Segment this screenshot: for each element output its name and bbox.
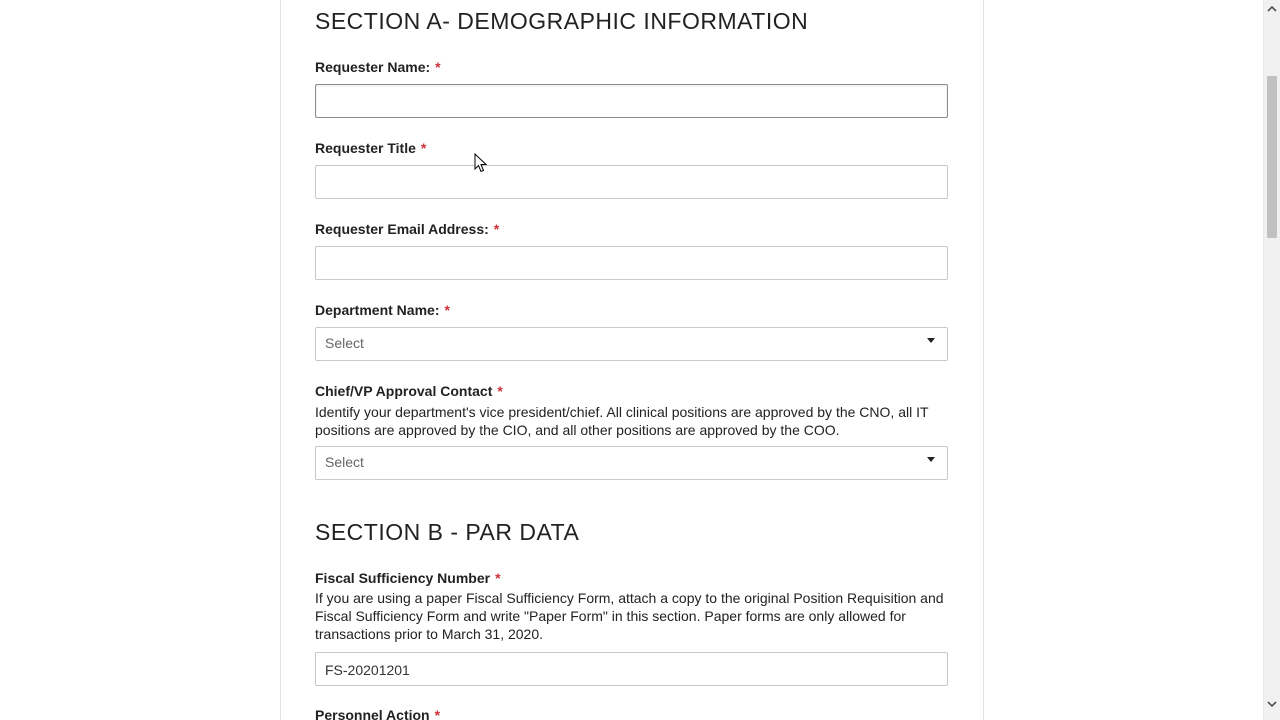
section-a-title: SECTION A- DEMOGRAPHIC INFORMATION: [315, 8, 809, 34]
fiscal-sufficiency-label: [315, 570, 501, 586]
scrollbar-thumb[interactable]: [1267, 76, 1277, 238]
scroll-up-arrow-icon[interactable]: [1267, 4, 1277, 14]
required-asterisk: *: [420, 140, 427, 156]
requester-title-input[interactable]: [315, 165, 948, 199]
fiscal-sufficiency-help: If you are using a paper Fiscal Sufficiency Form, attach a copy to the original Position Requisition and Fiscal Sufficiency Form and write "Paper Form" in this section. Paper forms are only allowed for transactions prior to March 31, 2020.: [315, 590, 944, 642]
requester-title-label: [315, 140, 426, 156]
required-asterisk: *: [493, 221, 500, 237]
personnel-action-label-text: Personnel Action: [315, 707, 430, 720]
required-asterisk: *: [444, 302, 450, 318]
chief-vp-contact-help: Identify your department's vice president/chief. All clinical positions are approved by the CNO, all IT positions are approved by the CIO, and all other positions are approved by the COO.: [315, 404, 929, 438]
chief-vp-contact-label-text: Chief/VP Approval Contact: [315, 383, 493, 399]
required-asterisk: *: [434, 707, 441, 720]
chief-vp-contact-select-value: Select: [325, 454, 364, 470]
caret-down-icon: [927, 338, 935, 343]
section-b-title: SECTION B - PAR DATA: [315, 519, 580, 545]
personnel-action-label: [315, 707, 440, 720]
requester-name-label-text: Requester Name:: [315, 59, 431, 75]
required-asterisk: *: [497, 383, 503, 399]
department-name-label: [315, 302, 450, 318]
requester-name-label: [315, 59, 441, 75]
scroll-down-arrow-icon[interactable]: [1267, 699, 1277, 709]
department-name-label-text: Department Name:: [315, 302, 440, 318]
caret-down-icon: [927, 457, 935, 462]
fiscal-sufficiency-label-text: Fiscal Sufficiency Number: [315, 570, 491, 586]
requester-name-input[interactable]: [315, 84, 948, 118]
requester-email-label: [315, 221, 499, 237]
required-asterisk: *: [495, 570, 501, 586]
fiscal-sufficiency-input[interactable]: [315, 652, 948, 686]
requester-email-input[interactable]: [315, 246, 948, 280]
department-name-select-value: Select: [325, 335, 364, 351]
fiscal-sufficiency-input-value: FS-20201201: [325, 662, 410, 678]
chief-vp-contact-select[interactable]: [315, 446, 948, 480]
department-name-select[interactable]: [315, 327, 948, 361]
requester-email-label-text: Requester Email Address:: [315, 221, 489, 237]
requester-title-label-text: Requester Title: [315, 140, 416, 156]
page-scrollbar[interactable]: [1263, 0, 1280, 720]
chief-vp-contact-label: [315, 383, 503, 399]
required-asterisk: *: [435, 59, 441, 75]
